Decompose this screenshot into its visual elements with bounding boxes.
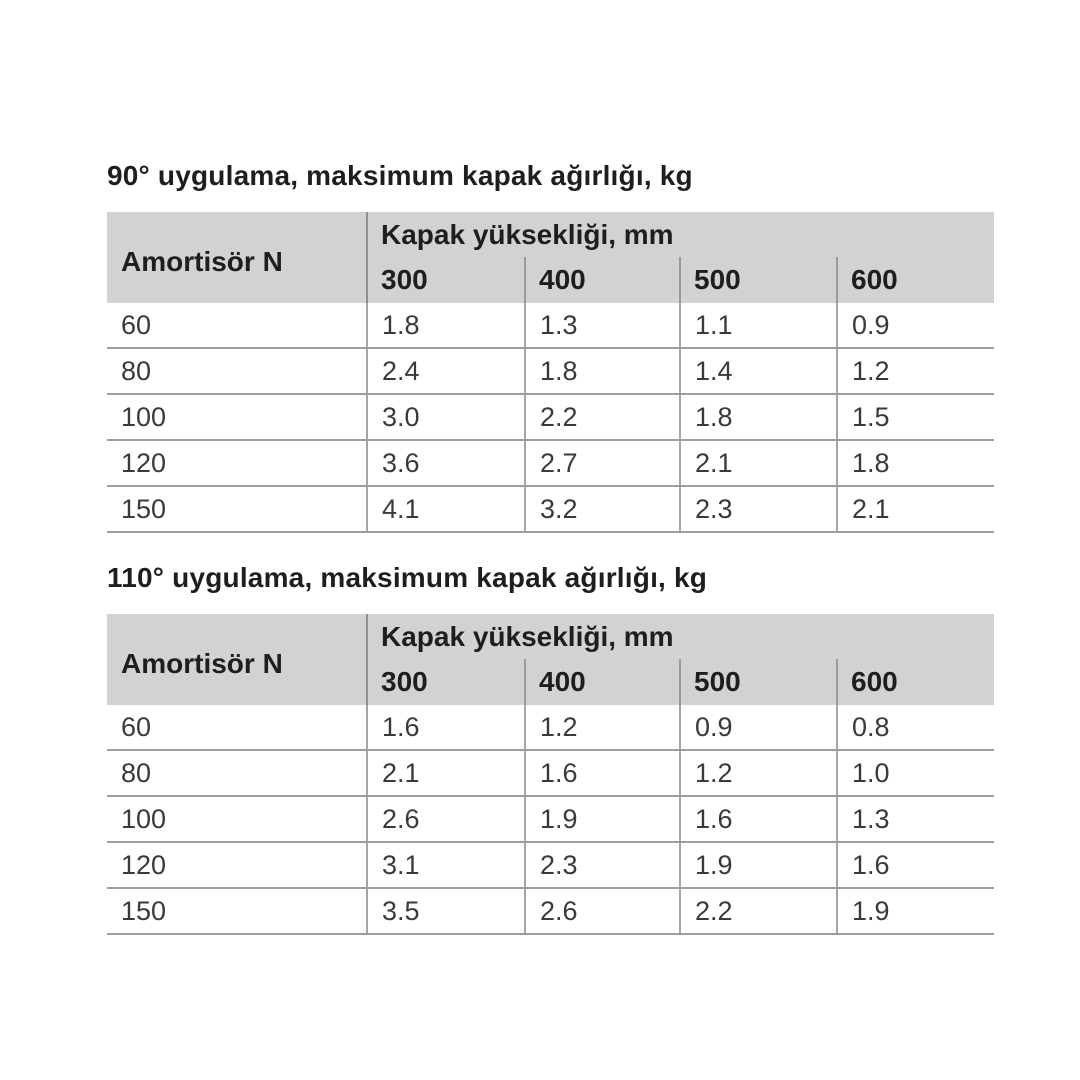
table-row (107, 486, 994, 532)
cell: 1.8 (367, 303, 525, 348)
table-row (107, 888, 994, 934)
table-row (107, 394, 994, 440)
cell: 1.2 (837, 348, 994, 394)
table-row (107, 705, 994, 750)
column-header-300: 300 (367, 257, 525, 303)
cell: 2.1 (837, 486, 994, 532)
table-row (107, 842, 994, 888)
table-row (107, 303, 994, 348)
cell: 3.0 (367, 394, 525, 440)
cell: 1.6 (680, 796, 837, 842)
column-header-600: 600 (837, 257, 994, 303)
row-label: 80 (107, 348, 367, 394)
cell: 2.3 (525, 842, 680, 888)
cell: 3.5 (367, 888, 525, 934)
table-90-group-header: Kapak yüksekliği, mm (367, 212, 994, 257)
cell: 2.7 (525, 440, 680, 486)
cell: 0.8 (837, 705, 994, 750)
row-label: 100 (107, 796, 367, 842)
column-header-600: 600 (837, 659, 994, 705)
cell: 1.8 (680, 394, 837, 440)
cell: 1.6 (367, 705, 525, 750)
cell: 1.9 (680, 842, 837, 888)
row-label: 120 (107, 440, 367, 486)
cell: 1.6 (525, 750, 680, 796)
row-label: 60 (107, 303, 367, 348)
table-110-group-header: Kapak yüksekliği, mm (367, 614, 994, 659)
cell: 2.6 (525, 888, 680, 934)
cell: 0.9 (680, 705, 837, 750)
cell: 2.1 (680, 440, 837, 486)
row-label: 120 (107, 842, 367, 888)
table-90-col1-header: Amortisör N (107, 212, 367, 303)
cell: 1.9 (837, 888, 994, 934)
cell: 2.2 (680, 888, 837, 934)
table-row (107, 796, 994, 842)
cell: 3.2 (525, 486, 680, 532)
cell: 2.6 (367, 796, 525, 842)
table-110 (107, 614, 994, 935)
cell: 1.4 (680, 348, 837, 394)
cell: 1.2 (680, 750, 837, 796)
cell: 2.3 (680, 486, 837, 532)
table-90 (107, 212, 994, 533)
table-110-group-header-row (107, 614, 994, 659)
cell: 1.1 (680, 303, 837, 348)
row-label: 100 (107, 394, 367, 440)
table-90-group-header-row (107, 212, 994, 257)
cell: 2.4 (367, 348, 525, 394)
cell: 1.2 (525, 705, 680, 750)
row-label: 80 (107, 750, 367, 796)
row-label: 150 (107, 888, 367, 934)
table-90-title: 90° uygulama, maksimum kapak ağırlığı, kg (107, 160, 693, 191)
cell: 1.9 (525, 796, 680, 842)
cell: 2.2 (525, 394, 680, 440)
cell: 4.1 (367, 486, 525, 532)
cell: 1.5 (837, 394, 994, 440)
cell: 1.3 (837, 796, 994, 842)
cell: 1.0 (837, 750, 994, 796)
table-row (107, 348, 994, 394)
cell: 1.6 (837, 842, 994, 888)
column-header-300: 300 (367, 659, 525, 705)
column-header-500: 500 (680, 257, 837, 303)
cell: 3.6 (367, 440, 525, 486)
cell: 2.1 (367, 750, 525, 796)
column-header-500: 500 (680, 659, 837, 705)
cell: 0.9 (837, 303, 994, 348)
cell: 1.3 (525, 303, 680, 348)
row-label: 150 (107, 486, 367, 532)
row-label: 60 (107, 705, 367, 750)
table-110-title: 110° uygulama, maksimum kapak ağırlığı, kg (107, 562, 708, 593)
cell: 1.8 (837, 440, 994, 486)
cell: 3.1 (367, 842, 525, 888)
table-row (107, 440, 994, 486)
table-row (107, 750, 994, 796)
column-header-400: 400 (525, 659, 680, 705)
table-110-col1-header: Amortisör N (107, 614, 367, 705)
cell: 1.8 (525, 348, 680, 394)
column-header-400: 400 (525, 257, 680, 303)
